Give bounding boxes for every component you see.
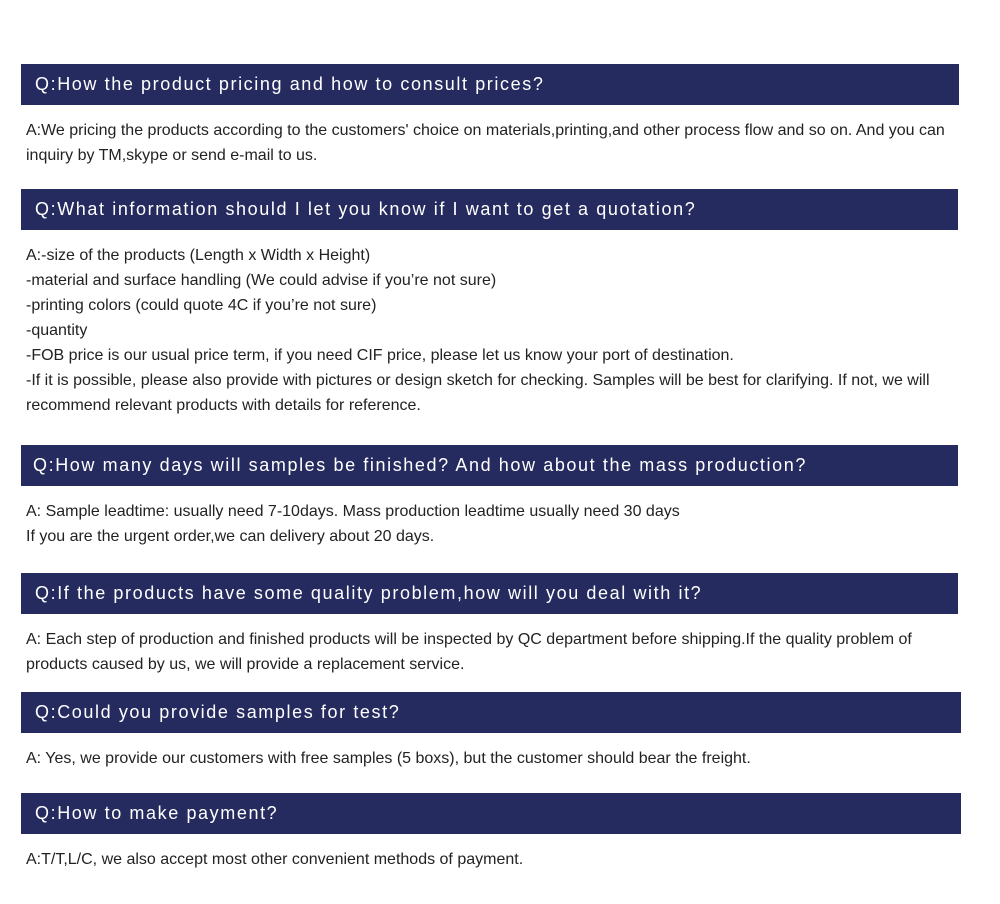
- faq-answer-5: [26, 746, 962, 771]
- faq-answer-line: -material and surface handling (We could advise if you’re not sure): [26, 272, 497, 289]
- faq-answer-6: [26, 847, 962, 872]
- faq-answer-2: [26, 243, 962, 418]
- faq-answer-line: A: Sample leadtime: usually need 7-10days. Mass production leadtime usually need 30 days: [26, 503, 680, 520]
- faq-answer-line: -printing colors (could quote 4C if you’re not sure): [26, 297, 377, 314]
- faq-question-5: Q:Could you provide samples for test?: [21, 692, 961, 733]
- faq-question-4: Q:If the products have some quality problem,how will you deal with it?: [21, 573, 958, 614]
- faq-answer-line: A: Yes, we provide our customers with free samples (5 boxs), but the customer should bear the freight.: [26, 750, 751, 767]
- faq-answer-line: If you are the urgent order,we can delivery about 20 days.: [26, 528, 435, 545]
- faq-answer-line: -If it is possible, please also provide with pictures or design sketch for checking. Samples will be best for clarifying. If not, we will recommend relevant products with details for reference.: [26, 372, 930, 414]
- faq-answer-line: A:T/T,L/C, we also accept most other convenient methods of payment.: [26, 851, 524, 868]
- faq-answer-line: A: Each step of production and finished products will be inspected by QC department before shipping.If the quality problem of products caused by us, we will provide a replacement service.: [26, 631, 912, 673]
- faq-answer-1: [26, 118, 960, 168]
- faq-answer-line: -FOB price is our usual price term, if you need CIF price, please let us know your port of destination.: [26, 347, 734, 364]
- faq-question-6: Q:How to make payment?: [21, 793, 961, 834]
- faq-question-2: Q:What information should I let you know if I want to get a quotation?: [21, 189, 958, 230]
- faq-answer-line: -quantity: [26, 322, 88, 339]
- faq-answer-line: A:We pricing the products according to the customers' choice on materials,printing,and other process flow and so on. And you can inquiry by TM,skype or send e-mail to us.: [26, 122, 945, 164]
- faq-answer-3: [26, 499, 962, 549]
- faq-answer-4: [26, 627, 960, 677]
- faq-answer-line: A:-size of the products (Length x Width x Height): [26, 247, 371, 264]
- faq-question-1: Q:How the product pricing and how to consult prices?: [21, 64, 959, 105]
- faq-question-3: Q:How many days will samples be finished? And how about the mass production?: [21, 445, 958, 486]
